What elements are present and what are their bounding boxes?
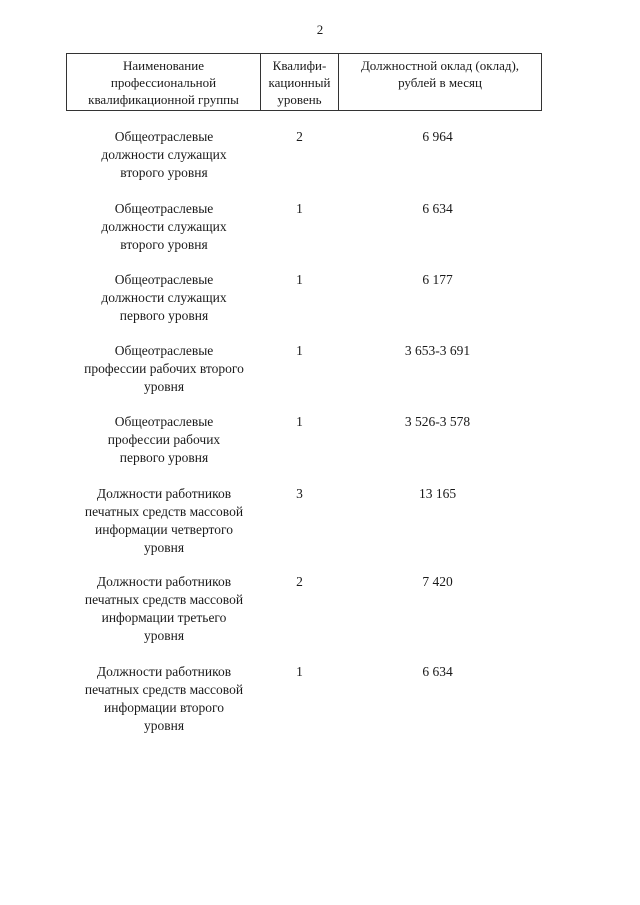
salary-value: 6 634: [422, 664, 453, 679]
salary-value: 6 964: [422, 129, 453, 144]
group-name: Общеотраслевые должности служащих первого уровня: [101, 272, 227, 323]
header-name-label: Наименование профессиональной квалификационной группы: [88, 58, 239, 107]
header-name-column: [67, 54, 261, 111]
table-row: [66, 128, 538, 182]
salary-value: 13 165: [418, 486, 457, 501]
qualification-level: 2: [296, 574, 303, 589]
salary-value: 7 420: [422, 574, 453, 589]
header-level-label: Квалифи- кационный уровень: [268, 58, 331, 107]
qualification-level: 2: [296, 129, 303, 144]
group-name: Общеотраслевые профессии рабочих второго уровня: [84, 343, 244, 394]
table-header: [66, 53, 542, 111]
group-name: Должности работников печатных средств массовой информации четвертого уровня: [84, 486, 244, 555]
salary-value: 3 653-3 691: [404, 343, 471, 358]
group-name: Должности работников печатных средств массовой информации третьего уровня: [84, 574, 244, 643]
group-name: Должности работников печатных средств массовой информации второго уровня: [84, 664, 244, 733]
group-name: Общеотраслевые профессии рабочих первого уровня: [107, 414, 221, 465]
table-row: [66, 663, 538, 735]
qualification-level: 1: [296, 414, 303, 429]
header-level-column: [261, 54, 339, 111]
table-row: [66, 200, 538, 254]
header-salary-label: Должностной оклад (оклад), рублей в месяц: [360, 58, 520, 90]
table-row: [66, 342, 538, 396]
group-name: Общеотраслевые должности служащих второго уровня: [101, 129, 227, 180]
qualification-level: 1: [296, 664, 303, 679]
table-row: [66, 271, 538, 325]
salary-value: 3 526-3 578: [404, 414, 471, 429]
table-row: [66, 485, 538, 557]
group-name: Общеотраслевые должности служащих второго уровня: [101, 201, 227, 252]
table-row: [66, 413, 538, 467]
header-salary-column: [339, 54, 542, 111]
qualification-level: 1: [296, 272, 303, 287]
qualification-level: 3: [296, 486, 303, 501]
page-number: 2: [316, 22, 324, 37]
salary-value: 6 177: [422, 272, 453, 287]
qualification-level: 1: [296, 343, 303, 358]
table-row: [66, 573, 538, 645]
qualification-level: 1: [296, 201, 303, 216]
salary-value: 6 634: [422, 201, 453, 216]
